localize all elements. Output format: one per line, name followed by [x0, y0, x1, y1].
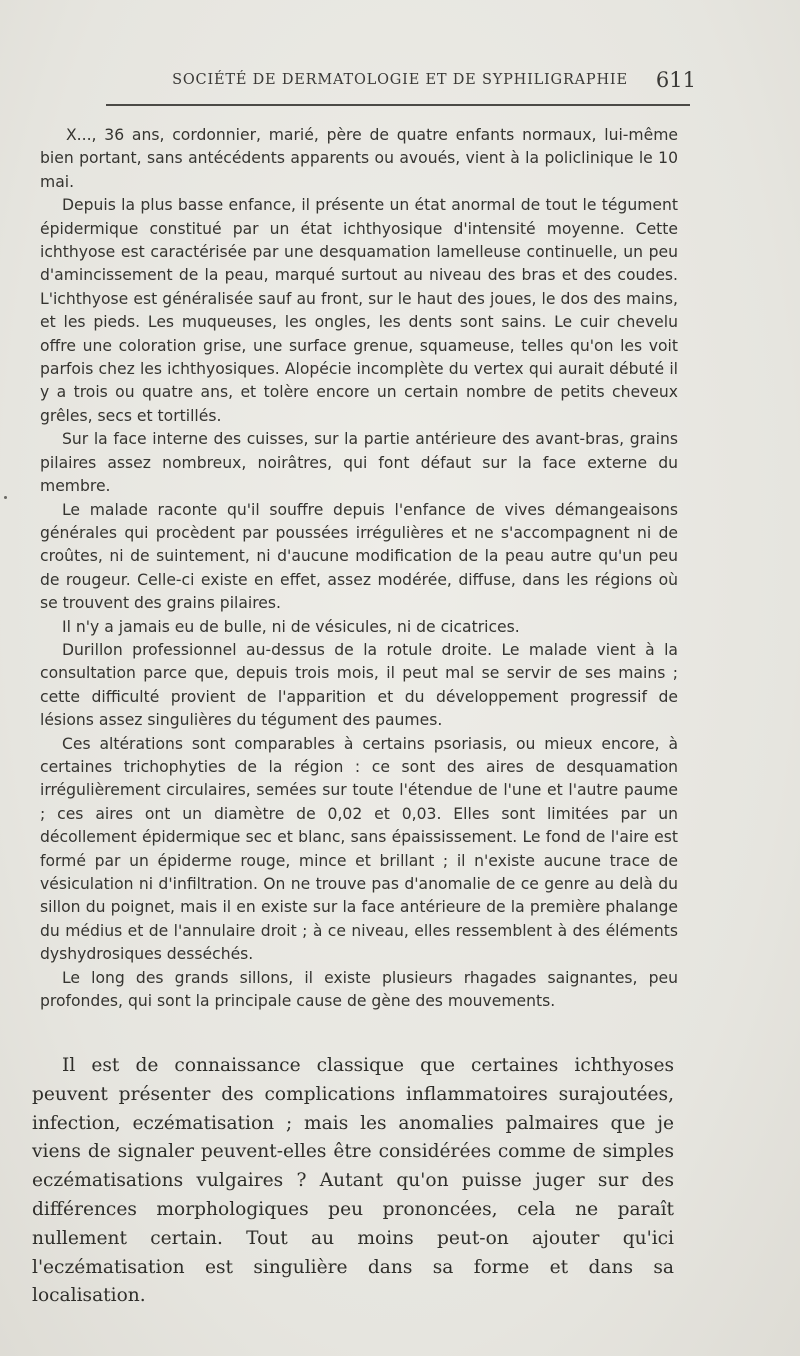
header-rule — [106, 104, 690, 106]
margin-speck — [4, 496, 7, 499]
paragraph-conclusion: Il est de connaissance classique que certaines ichthyoses peuvent présenter des complications inflammatoires surajoutées, infection, eczématisation ; mais les anomalies palmaires que je viens de signaler peuvent-elles être considérées comme de simples eczématisations vulgaires ? Autant qu'on puisse juger sur des différences morphologiques peu prononcées, cela ne paraît nullement certain. Tout au moins peut-on ajouter qu'ici l'eczématisation est singulière dans sa forme et dans sa localisation. — [32, 1055, 674, 1307]
case-report-text — [40, 124, 678, 1013]
page-number: 611 — [655, 68, 696, 92]
paragraph-rhagades: Le long des grands sillons, il existe plusieurs rhagades saignantes, peu profondes, qui sont la principale cause de gène des mouvements. — [40, 968, 678, 1011]
running-title: SOCIÉTÉ DE DERMATOLOGIE ET DE SYPHILIGRAPHIE — [172, 72, 628, 88]
paragraph-callus: Durillon professionnel au-dessus de la rotule droite. Le malade vient à la consultation parce que, depuis trois mois, il peut mal se servir de ses mains ; cette difficulté provient de l'apparition et du développement progressif de lésions assez singulières du tégument des paumes. — [40, 640, 678, 730]
running-header — [0, 68, 800, 98]
paragraph-ichthyosis: Depuis la plus basse enfance, il présente un état anormal de tout le tégument épidermique constitué par un état ichthyosique d'intensité moyenne. Cette ichthyose est caractérisée par une desquamation lamelleuse continuelle, un peu d'amincissement de la peau, marqué surtout au niveau des bras et des coudes. L'ichthyose est généralisée sauf au front, sur le haut des joues, le dos des mains, et les pieds. Les muqueuses, les ongles, les dents sont sains. Le cuir chevelu offre une coloration grise, une surface grenue, squameuse, telles qu'on les voit parfois chez les ichthyosiques. Alopécie incomplète du vertex qui aurait débuté il y a trois ou quatre ans, et tolère encore un certain nombre de petits cheveux grêles, secs et tortillés. — [40, 196, 678, 425]
paragraph-patient-intro: X..., 36 ans, cordonnier, marié, père de quatre enfants normaux, lui-même bien portant, sans antécédents apparents ou avoués, vient à la policlinique le 10 mai. — [40, 126, 678, 191]
paragraph-itching: Le malade raconte qu'il souffre depuis l'enfance de vives démangeaisons générales qui procèdent par poussées irrégulières et ne s'accompagnent ni de croûtes, ni de suintement, ni d'aucune modification de la peau autre qu'un peu de rougeur. Celle-ci existe en effet, assez modérée, diffuse, dans les régions où se trouvent des grains pilaires. — [40, 500, 678, 613]
paragraph-no-bulla: Il n'y a jamais eu de bulle, ni de vésicules, ni de cicatrices. — [62, 617, 520, 636]
paragraph-pilar-grains: Sur la face interne des cuisses, sur la partie antérieure des avant-bras, grains pilaires assez nombreux, noirâtres, qui font défaut sur la face externe du membre. — [40, 430, 678, 496]
paragraph-palm-lesions: Ces altérations sont comparables à certains psoriasis, ou mieux encore, à certaines trichophyties de la région : ce sont des aires de desquamation irrégulièrement circulaires, semées sur toute l'étendue de l'une et l'autre paume ; ces aires ont un diamètre de 0,02 et 0,03. Elles sont limitées par un décollement épidermique sec et blanc, sans épaississement. Le fond de l'aire est formé par un épiderme rouge, mince et brillant ; il n'existe aucune trace de vésiculation ni d'infiltration. On ne trouve pas d'anomalie de ce genre au delà du sillon du poignet, mais il en existe sur la face antérieure de la première phalange du médius et de l'annulaire droit ; à ce niveau, elles ressemblent à des éléments dyshydrosiques desséchés. — [40, 734, 678, 964]
